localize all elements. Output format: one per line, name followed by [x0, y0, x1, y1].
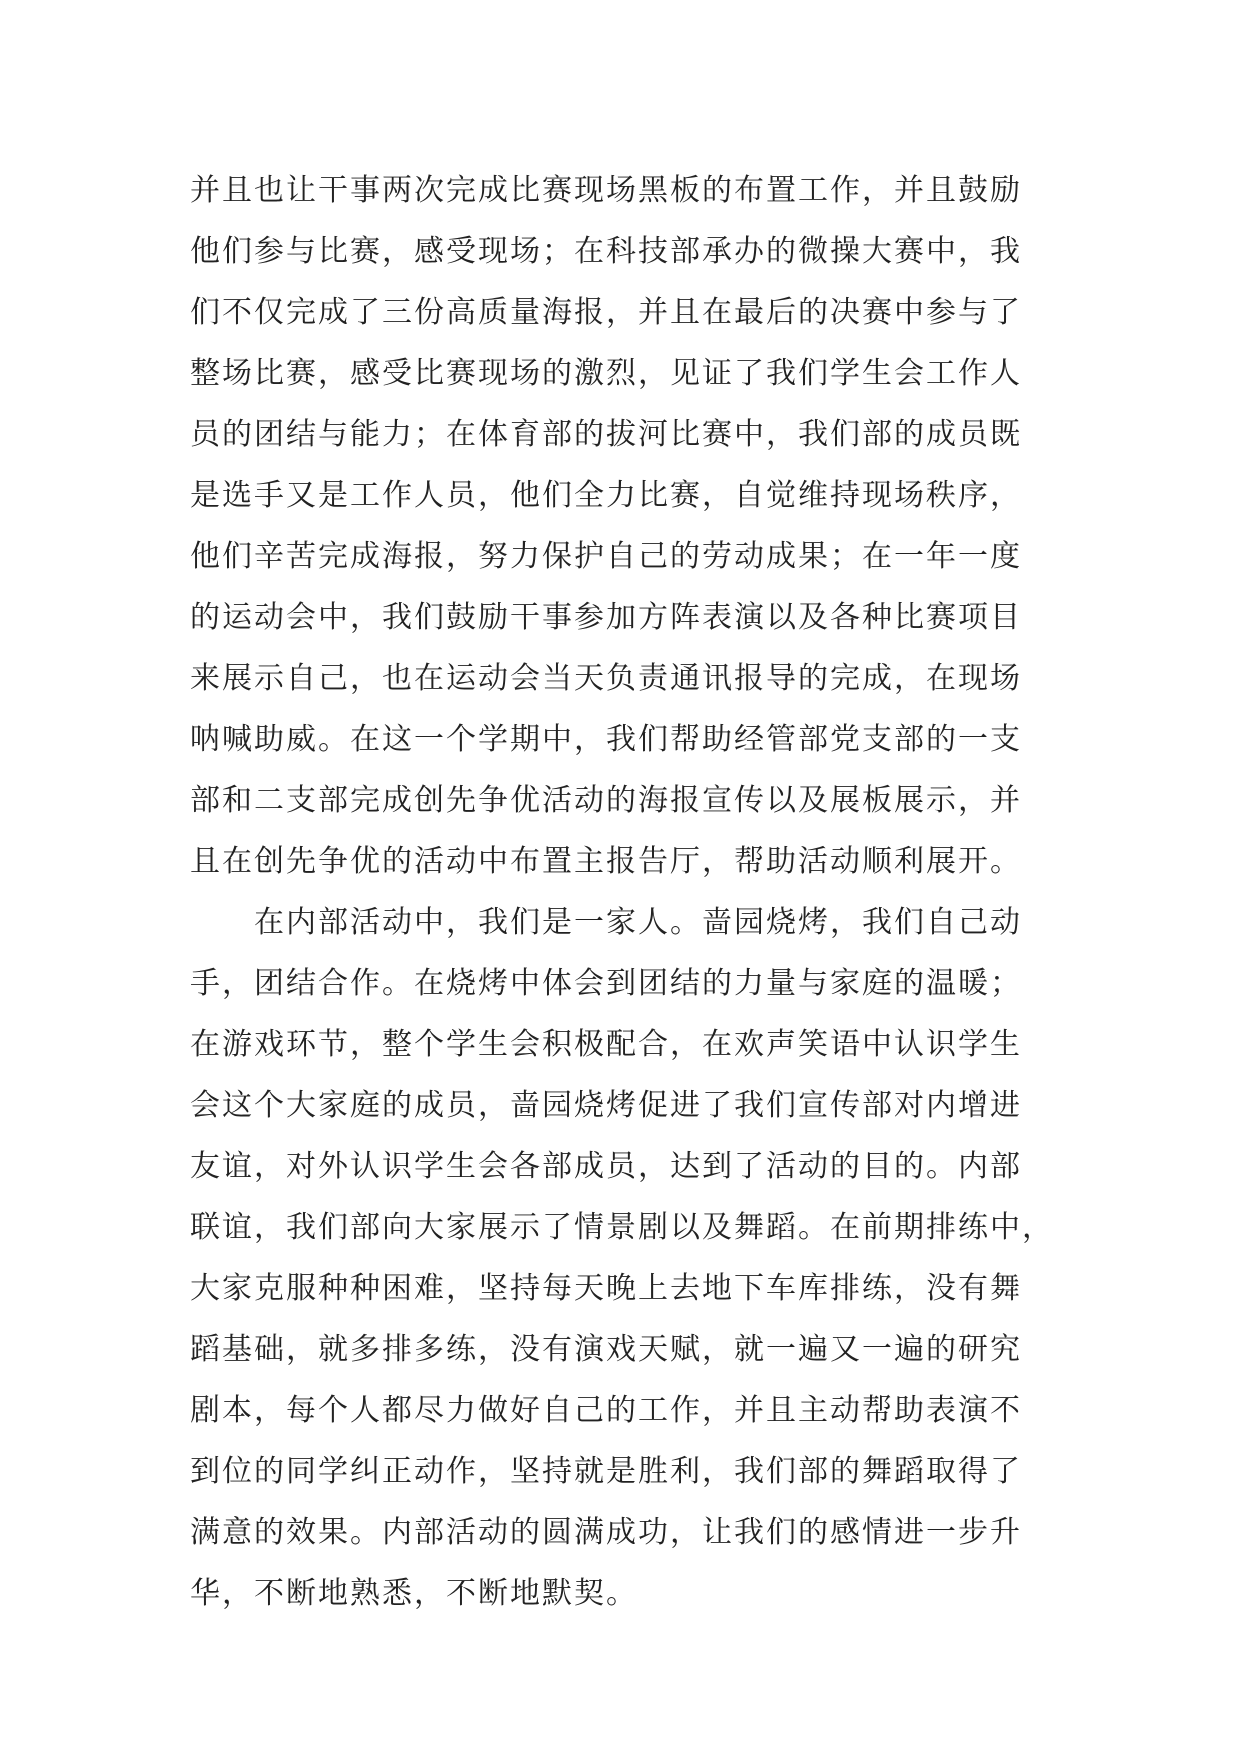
text-line: 并且也让干事两次完成比赛现场黑板的布置工作，并且鼓励 [190, 173, 1022, 208]
text-line: 华，不断地熟悉，不断地默契。 [190, 1576, 638, 1611]
text-line: 手，团结合作。在烧烤中体会到团结的力量与家庭的温暖； [190, 966, 1022, 1001]
text-line: 是选手又是工作人员，他们全力比赛，自觉维持现场秩序， [190, 478, 1022, 513]
text-line: 大家克服种种困难，坚持每天晚上去地下车库排练，没有舞 [190, 1271, 1022, 1306]
text-line: 满意的效果。内部活动的圆满成功，让我们的感情进一步升 [190, 1515, 1022, 1550]
paragraph-internal-activities [190, 892, 1054, 1624]
text-line: 他们参与比赛，感受现场；在科技部承办的微操大赛中，我 [190, 234, 1022, 269]
text-line: 剧本，每个人都尽力做好自己的工作，并且主动帮助表演不 [190, 1393, 1022, 1428]
text-line: 友谊，对外认识学生会各部成员，达到了活动的目的。内部 [190, 1149, 1022, 1184]
text-line: 整场比赛，感受比赛现场的激烈，见证了我们学生会工作人 [190, 356, 1022, 391]
text-line: 呐喊助威。在这一个学期中，我们帮助经管部党支部的一支 [190, 722, 1022, 757]
paragraph-external-activities [190, 160, 1050, 892]
text-line: 们不仅完成了三份高质量海报，并且在最后的决赛中参与了 [190, 295, 1022, 330]
text-line: 联谊，我们部向大家展示了情景剧以及舞蹈。在前期排练中， [190, 1210, 1054, 1245]
text-line: 会这个大家庭的成员，啬园烧烤促进了我们宣传部对内增进 [190, 1088, 1022, 1123]
text-line: 的运动会中，我们鼓励干事参加方阵表演以及各种比赛项目 [190, 600, 1022, 635]
text-line: 在游戏环节，整个学生会积极配合，在欢声笑语中认识学生 [190, 1027, 1022, 1062]
text-line: 在内部活动中，我们是一家人。啬园烧烤，我们自己动 [254, 905, 1022, 940]
text-line: 到位的同学纠正动作，坚持就是胜利，我们部的舞蹈取得了 [190, 1454, 1022, 1489]
text-line: 来展示自己，也在运动会当天负责通讯报导的完成，在现场 [190, 661, 1022, 696]
text-line: 员的团结与能力；在体育部的拔河比赛中，我们部的成员既 [190, 417, 1022, 452]
text-line: 他们辛苦完成海报，努力保护自己的劳动成果；在一年一度 [190, 539, 1022, 574]
text-line: 蹈基础，就多排多练，没有演戏天赋，就一遍又一遍的研究 [190, 1332, 1022, 1367]
document-body [190, 160, 1054, 1624]
text-line: 部和二支部完成创先争优活动的海报宣传以及展板展示，并 [190, 783, 1022, 818]
text-line: 且在创先争优的活动中布置主报告厅，帮助活动顺利展开。 [190, 844, 1022, 879]
